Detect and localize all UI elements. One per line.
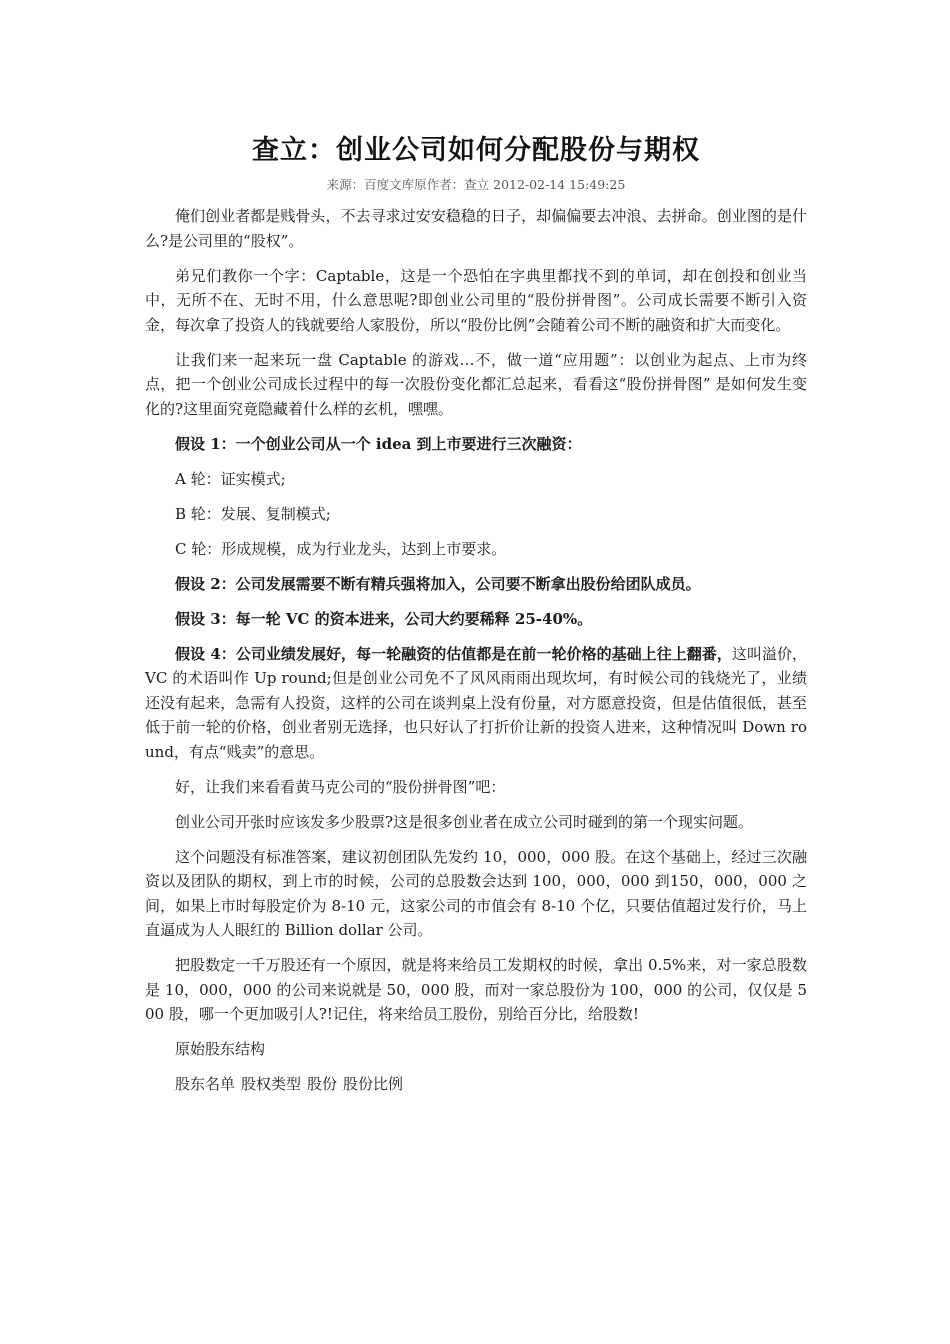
column-share-ratio: 股份比例 [343, 1075, 404, 1093]
assumption-1: 假设 1：一个创业公司从一个 idea 到上市要进行三次融资： [175, 434, 582, 453]
round-c: C 轮：形成规模，成为行业龙头，达到上市要求。 [175, 539, 507, 558]
paragraph-example: 好，让我们来看看黄马克公司的“股份拼骨图”吧： [175, 777, 506, 796]
assumption-3: 假设 3：每一轮 VC 的资本进来，公司大约要稀释 25-40%。 [175, 609, 593, 628]
source-meta: 来源：百度文库原作者：查立 2012-02-14 15:49:25 [326, 177, 626, 192]
assumption-4 [145, 642, 807, 765]
assumption-4-heading: 假设 4：公司业绩发展好，每一轮融资的估值都是在前一轮价格的基础上往上翻番， [175, 644, 732, 663]
page-title: 查立：创业公司如何分配股份与期权 [252, 135, 700, 166]
column-equity-type: 股权类型 [241, 1075, 302, 1093]
document-page [145, 132, 807, 1107]
paragraph-game: 让我们来一起来玩一盘 Captable 的游戏…不，做一道“应用题”：以创业为起点、上市为终点，把一个创业公司成长过程中的每一次股份变化都汇总起来，看看这“股份拼骨图” 是如何发生变化的?这里面究竟隐藏着什么样的玄机，嘿嘿。 [145, 350, 807, 418]
paragraph-reason: 把股数定一千万股还有一个原因，就是将来给员工发期权的时候，拿出 0.5%来，对一家总股数是 10，000，000 的公司来说就是 50，000 股，而对一家总股份为 100，000 的公司，仅仅是 500 股，哪一个更加吸引人?!记住，将来给员工股份，别给百分比，给股数! [145, 956, 807, 1023]
assumption-4-body: 这叫溢价，VC 的术语叫作 Up round;但是创业公司免不了风风雨雨出现坎坷，有时候公司的钱烧光了，业绩还没有起来，急需有人投资，这样的公司在谈判桌上没有份量，对方愿意投资，但是估值很低，甚至低于前一轮的价格，创业者别无选择，也只好认了打折价让新的投资人进来，这种情况叫 Down round，有点“贱卖”的意思。 [145, 644, 807, 761]
paragraph-intro: 俺们创业者都是贱骨头，不去寻求过安安稳稳的日子，却偏偏要去冲浪、去拼命。创业图的是什么?是公司里的“股权”。 [145, 207, 807, 250]
column-shares: 股份 [307, 1075, 338, 1093]
paragraph-captable: 弟兄们教你一个字：Captable，这是一个恐怕在字典里都找不到的单词，却在创投和创业当中，无所不在、无时不用，什么意思呢?即创业公司里的“股份拼骨图”。公司成长需要不断引入资金，每次拿了投资人的钱就要给人家股份，所以“股份比例”会随着公司不断的融资和扩大而变化。 [145, 266, 807, 334]
assumption-2: 假设 2：公司发展需要不断有精兵强将加入，公司要不断拿出股份给团队成员。 [175, 574, 701, 593]
paragraph-answer: 这个问题没有标准答案，建议初创团队先发约 10，000，000 股。在这个基础上，经过三次融资以及团队的期权，到上市的时候，公司的总股数会达到 100，000，000 到150，000，000 之间，如果上市时每股定价为 8-10 元，这家公司的市值会有 8-10 个亿，只要估值超过发行价，马上直逼成为人人眼红的 Billion dollar 公司。 [145, 847, 807, 939]
shareholder-table-header [145, 1072, 807, 1097]
round-a: A 轮：证实模式; [175, 469, 286, 488]
column-shareholder: 股东名单 [175, 1075, 236, 1093]
paragraph-question: 创业公司开张时应该发多少股票?这是很多创业者在成立公司时碰到的第一个现实问题。 [175, 812, 754, 831]
section-heading-original-shareholders: 原始股东结构 [175, 1040, 266, 1058]
round-b: B 轮：发展、复制模式; [175, 504, 331, 523]
